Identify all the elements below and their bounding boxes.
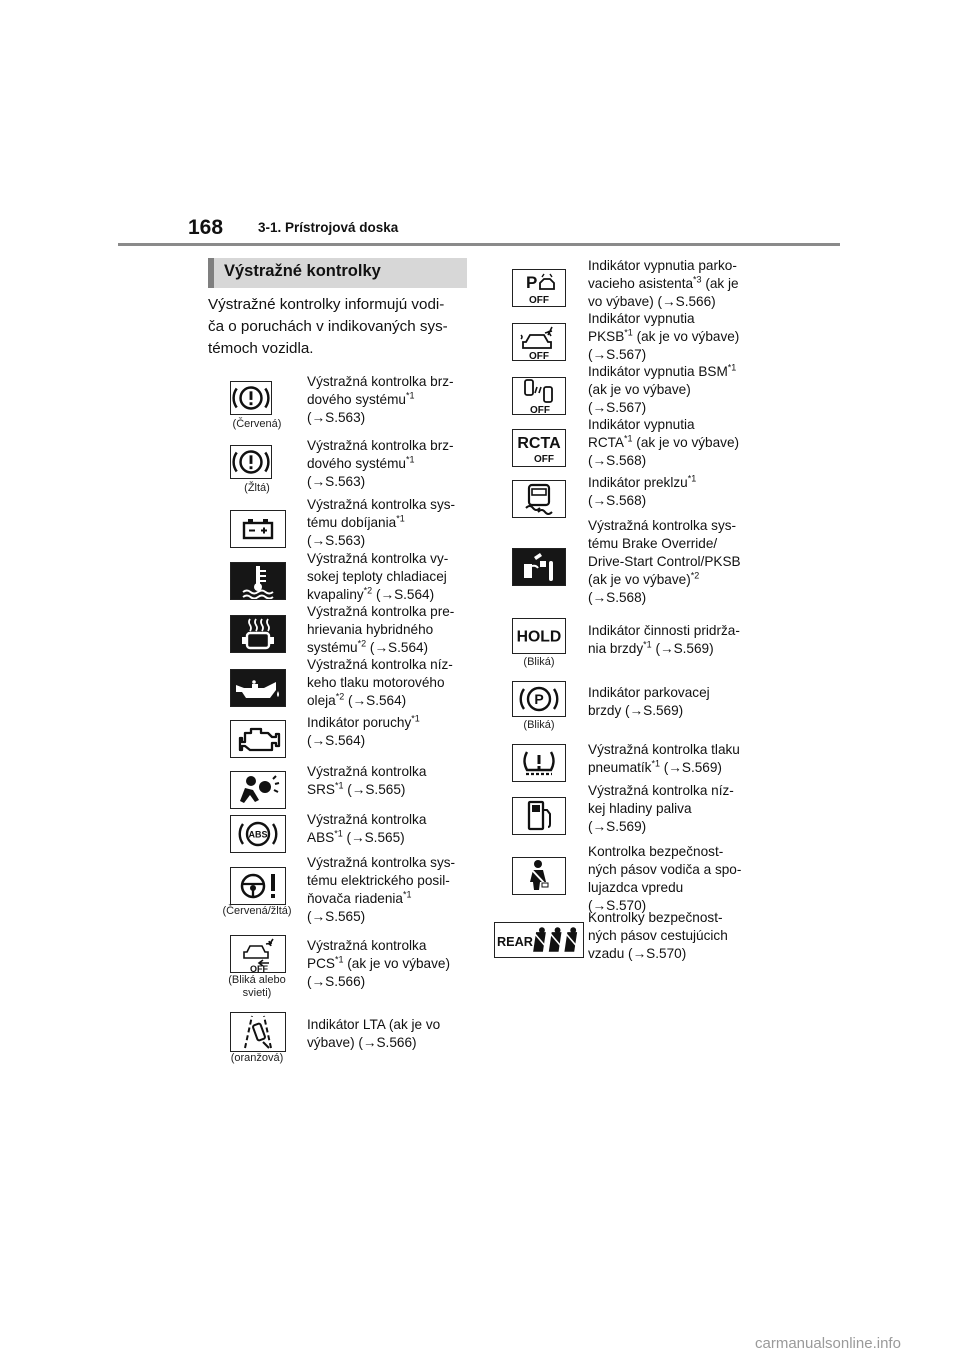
description-line: dového systému$^{*1}$ xyxy=(307,390,415,407)
left-item-description xyxy=(307,763,467,799)
description-line: Indikátor poruchy$^{*1}$ xyxy=(307,713,420,730)
watermark: carmanualsonline.info xyxy=(755,1335,901,1352)
footnote-ref: *3 xyxy=(693,274,702,285)
description-line: PKSB$^{*1}$ (ak je vo výbave) xyxy=(588,327,740,344)
description-line: Výstražná kontrolka brz- xyxy=(307,438,454,453)
svg-text:OFF: OFF xyxy=(530,405,550,415)
left-item-description xyxy=(307,937,467,991)
seatbelt-rear-icon xyxy=(494,922,584,958)
intro-line: Výstražné kontrolky informujú vodi- xyxy=(208,296,445,313)
seatbelt-front-icon xyxy=(512,857,566,895)
description-line: vo výbave) (→S.566) xyxy=(588,294,716,309)
description-line: Výstražná kontrolka pre- xyxy=(307,604,455,619)
footnote-ref: *2 xyxy=(357,638,367,649)
description-line: Indikátor vypnutia parko- xyxy=(588,258,737,273)
description-line: RCTA$^{*1}$ (ak je vo výbave) xyxy=(588,433,740,450)
description-line: tému dobíjania$^{*1}$ xyxy=(307,513,405,530)
description-line: (→S.569) xyxy=(588,819,647,834)
icon-caption: (Žltá) xyxy=(244,482,270,494)
oil-pressure-icon xyxy=(230,669,286,707)
svg-text:OFF: OFF xyxy=(529,351,549,361)
intro-line: témoch vozidla. xyxy=(208,340,314,357)
description-line: (ak je vo výbave) xyxy=(588,382,691,397)
description-line: nia brzdy$^{*1}$ (→S.569) xyxy=(588,639,714,656)
description-line: (→S.566) xyxy=(307,974,366,989)
description-line: Výstražná kontrolka níz- xyxy=(307,657,453,672)
parking-brake-icon xyxy=(512,681,566,717)
intro-line: ča o poruchách v indikovaných sys- xyxy=(208,318,448,335)
description-line: Výstražná kontrolka níz- xyxy=(588,783,734,798)
abs-icon xyxy=(230,815,286,853)
icon-caption: (Červená) xyxy=(232,418,282,430)
footnote-ref: *1 xyxy=(406,390,415,401)
description-line: kej hladiny paliva xyxy=(588,801,692,816)
description-line: Výstražná kontrolka xyxy=(307,938,427,953)
description-line: Drive-Start Control/PKSB xyxy=(588,554,741,569)
left-item-description xyxy=(307,811,467,847)
left-item-description xyxy=(307,854,467,926)
right-item-description xyxy=(588,684,758,720)
description-line: Výstražná kontrolka tlaku xyxy=(588,742,740,757)
icon-caption: (Červená/žltá) xyxy=(222,905,292,917)
description-line: sokej teploty chladiacej xyxy=(307,569,447,584)
description-line: dového systému$^{*1}$ xyxy=(307,454,415,471)
description-line: (ak je vo výbave)$^{*2}$ xyxy=(588,570,700,587)
svg-text:OFF: OFF xyxy=(534,454,554,465)
footnote-ref: *1 xyxy=(396,513,405,524)
footnote-ref: *1 xyxy=(334,828,343,839)
page-number: 168 xyxy=(188,216,224,239)
brake-warning-icon xyxy=(230,381,272,415)
description-line: (→S.568) xyxy=(588,590,647,605)
description-line: SRS$^{*1}$ (→S.565) xyxy=(307,780,406,797)
description-line: (→S.568) xyxy=(588,453,647,468)
footnote-ref: *1 xyxy=(624,433,633,444)
icon-caption: (Bliká) xyxy=(523,656,555,668)
description-line: (→S.565) xyxy=(307,909,366,924)
description-line: Indikátor parkovacej xyxy=(588,685,710,700)
icon-caption: (Bliká alebo svieti) xyxy=(228,974,286,999)
left-item-description xyxy=(307,496,467,550)
right-item-description xyxy=(588,416,758,470)
footnote-ref: *1 xyxy=(411,713,420,724)
parking-assist-off-icon xyxy=(512,269,566,307)
description-line: tému elektrického posil- xyxy=(307,873,450,888)
footnote-ref: *1 xyxy=(406,454,415,465)
svg-text:HOLD: HOLD xyxy=(516,628,562,646)
brake-hold-icon xyxy=(512,618,566,654)
footnote-ref: *1 xyxy=(334,954,344,965)
footnote-ref: *1 xyxy=(624,327,633,338)
tire-pressure-icon xyxy=(512,744,566,782)
low-fuel-icon xyxy=(512,797,566,835)
description-line: ABS$^{*1}$ (→S.565) xyxy=(307,828,405,845)
battery-icon xyxy=(230,510,286,548)
left-item-description xyxy=(307,603,467,657)
coolant-temperature-icon xyxy=(230,562,286,600)
description-line: Výstražná kontrolka xyxy=(307,764,427,779)
description-line: hrievania hybridného xyxy=(307,622,434,637)
description-line: Indikátor LTA (ak je vo xyxy=(307,1017,441,1032)
right-item-description xyxy=(588,741,758,777)
srs-airbag-icon xyxy=(230,771,286,809)
right-item-description xyxy=(588,474,758,510)
description-line: kvapaliny$^{*2}$ (→S.564) xyxy=(307,585,435,602)
description-line: Výstražná kontrolka sys- xyxy=(307,855,456,870)
footnote-ref: *2 xyxy=(363,585,373,596)
description-line: Výstražná kontrolka sys- xyxy=(307,497,456,512)
description-line: Výstražná kontrolka vy- xyxy=(307,551,449,566)
pksb-off-icon xyxy=(512,323,566,361)
section-heading-box xyxy=(208,258,467,288)
description-line: Indikátor preklzu$^{*1}$ xyxy=(588,473,697,490)
description-line: ňovača riadenia$^{*1}$ xyxy=(307,889,412,906)
svg-text:P: P xyxy=(534,691,544,707)
bsm-off-icon xyxy=(512,377,566,415)
brake-override-icon xyxy=(512,548,566,586)
description-line: Výstražná kontrolka brz- xyxy=(307,374,454,389)
lta-icon xyxy=(230,1012,286,1052)
description-line: ných pásov vodiča a spo- xyxy=(588,862,742,877)
description-line: systému$^{*2}$ (→S.564) xyxy=(307,638,429,655)
hybrid-preheat-icon xyxy=(230,615,286,653)
description-line: Indikátor vypnutia xyxy=(588,417,695,432)
footnote-ref: *1 xyxy=(687,473,697,484)
right-item-description xyxy=(588,909,758,963)
footnote-ref: *1 xyxy=(334,780,344,791)
left-item-description xyxy=(307,550,467,604)
right-item-description xyxy=(588,257,758,311)
svg-text:REAR: REAR xyxy=(496,933,533,949)
description-line: Indikátor činnosti pridrža- xyxy=(588,623,740,638)
footnote-ref: *2 xyxy=(690,570,700,581)
description-line: Kontrolka bezpečnost- xyxy=(588,844,724,859)
description-line: PCS$^{*1}$ (ak je vo výbave) xyxy=(307,954,450,971)
right-item-description xyxy=(588,843,758,915)
icon-caption: (oranžová) xyxy=(230,1052,284,1064)
slip-indicator-icon xyxy=(512,480,566,518)
right-item-description xyxy=(588,517,758,607)
right-item-description xyxy=(588,782,758,836)
description-line: vzadu (→S.570) xyxy=(588,946,687,961)
right-item-description xyxy=(588,363,758,417)
pcs-off-icon xyxy=(230,935,286,973)
check-engine-icon xyxy=(230,720,286,758)
rcta-off-icon xyxy=(512,429,566,467)
description-line: (→S.568) xyxy=(588,493,647,508)
description-line: (→S.567) xyxy=(588,400,647,415)
section-title: 3-1. Prístrojová doska xyxy=(258,220,399,235)
description-line: (→S.564) xyxy=(307,733,366,748)
left-item-description xyxy=(307,437,467,491)
description-line: (→S.570) xyxy=(588,898,647,913)
description-line: (→S.567) xyxy=(588,347,647,362)
section-heading: Výstražné kontrolky xyxy=(224,262,381,280)
svg-text:P: P xyxy=(526,273,538,292)
icon-caption: (Bliká) xyxy=(523,719,555,731)
svg-text:OFF: OFF xyxy=(250,964,268,973)
brake-warning-icon xyxy=(230,445,272,479)
header-divider xyxy=(118,243,840,246)
description-line: ných pásov cestujúcich xyxy=(588,928,728,943)
description-line: oleja$^{*2}$ (→S.564) xyxy=(307,691,407,708)
right-item-description xyxy=(588,310,758,364)
description-line: Výstražná kontrolka xyxy=(307,812,427,827)
left-item-description xyxy=(307,1016,467,1052)
description-line: Kontrolky bezpečnost- xyxy=(588,910,723,925)
description-line: Výstražná kontrolka sys- xyxy=(588,518,737,533)
left-item-description xyxy=(307,714,467,750)
power-steering-icon xyxy=(230,867,286,905)
footnote-ref: *1 xyxy=(402,889,412,900)
description-line: Indikátor vypnutia BSM$^{*1}$ xyxy=(588,362,737,379)
description-line: brzdy (→S.569) xyxy=(588,703,684,718)
footnote-ref: *1 xyxy=(727,362,737,373)
left-item-description xyxy=(307,656,467,710)
svg-text:OFF: OFF xyxy=(529,295,549,306)
description-line: Indikátor vypnutia xyxy=(588,311,695,326)
left-item-description xyxy=(307,373,467,427)
description-line: (→S.563) xyxy=(307,474,366,489)
description-line: pneumatík$^{*1}$ (→S.569) xyxy=(588,758,722,775)
description-line: (→S.563) xyxy=(307,533,366,548)
description-line: výbave) (→S.566) xyxy=(307,1035,417,1050)
footnote-ref: *1 xyxy=(643,639,652,650)
description-line: vacieho asistenta$^{*3}$ (ak je xyxy=(588,274,739,291)
right-item-description xyxy=(588,622,758,658)
description-line: (→S.563) xyxy=(307,410,366,425)
description-line: tému Brake Override/ xyxy=(588,536,718,551)
description-line: lujazdca vpredu xyxy=(588,880,684,895)
svg-text:ABS: ABS xyxy=(248,829,268,840)
intro-paragraph xyxy=(208,294,468,360)
description-line: keho tlaku motorového xyxy=(307,675,445,690)
footnote-ref: *2 xyxy=(335,691,345,702)
footnote-ref: *1 xyxy=(651,758,660,769)
svg-text:RCTA: RCTA xyxy=(517,435,561,452)
